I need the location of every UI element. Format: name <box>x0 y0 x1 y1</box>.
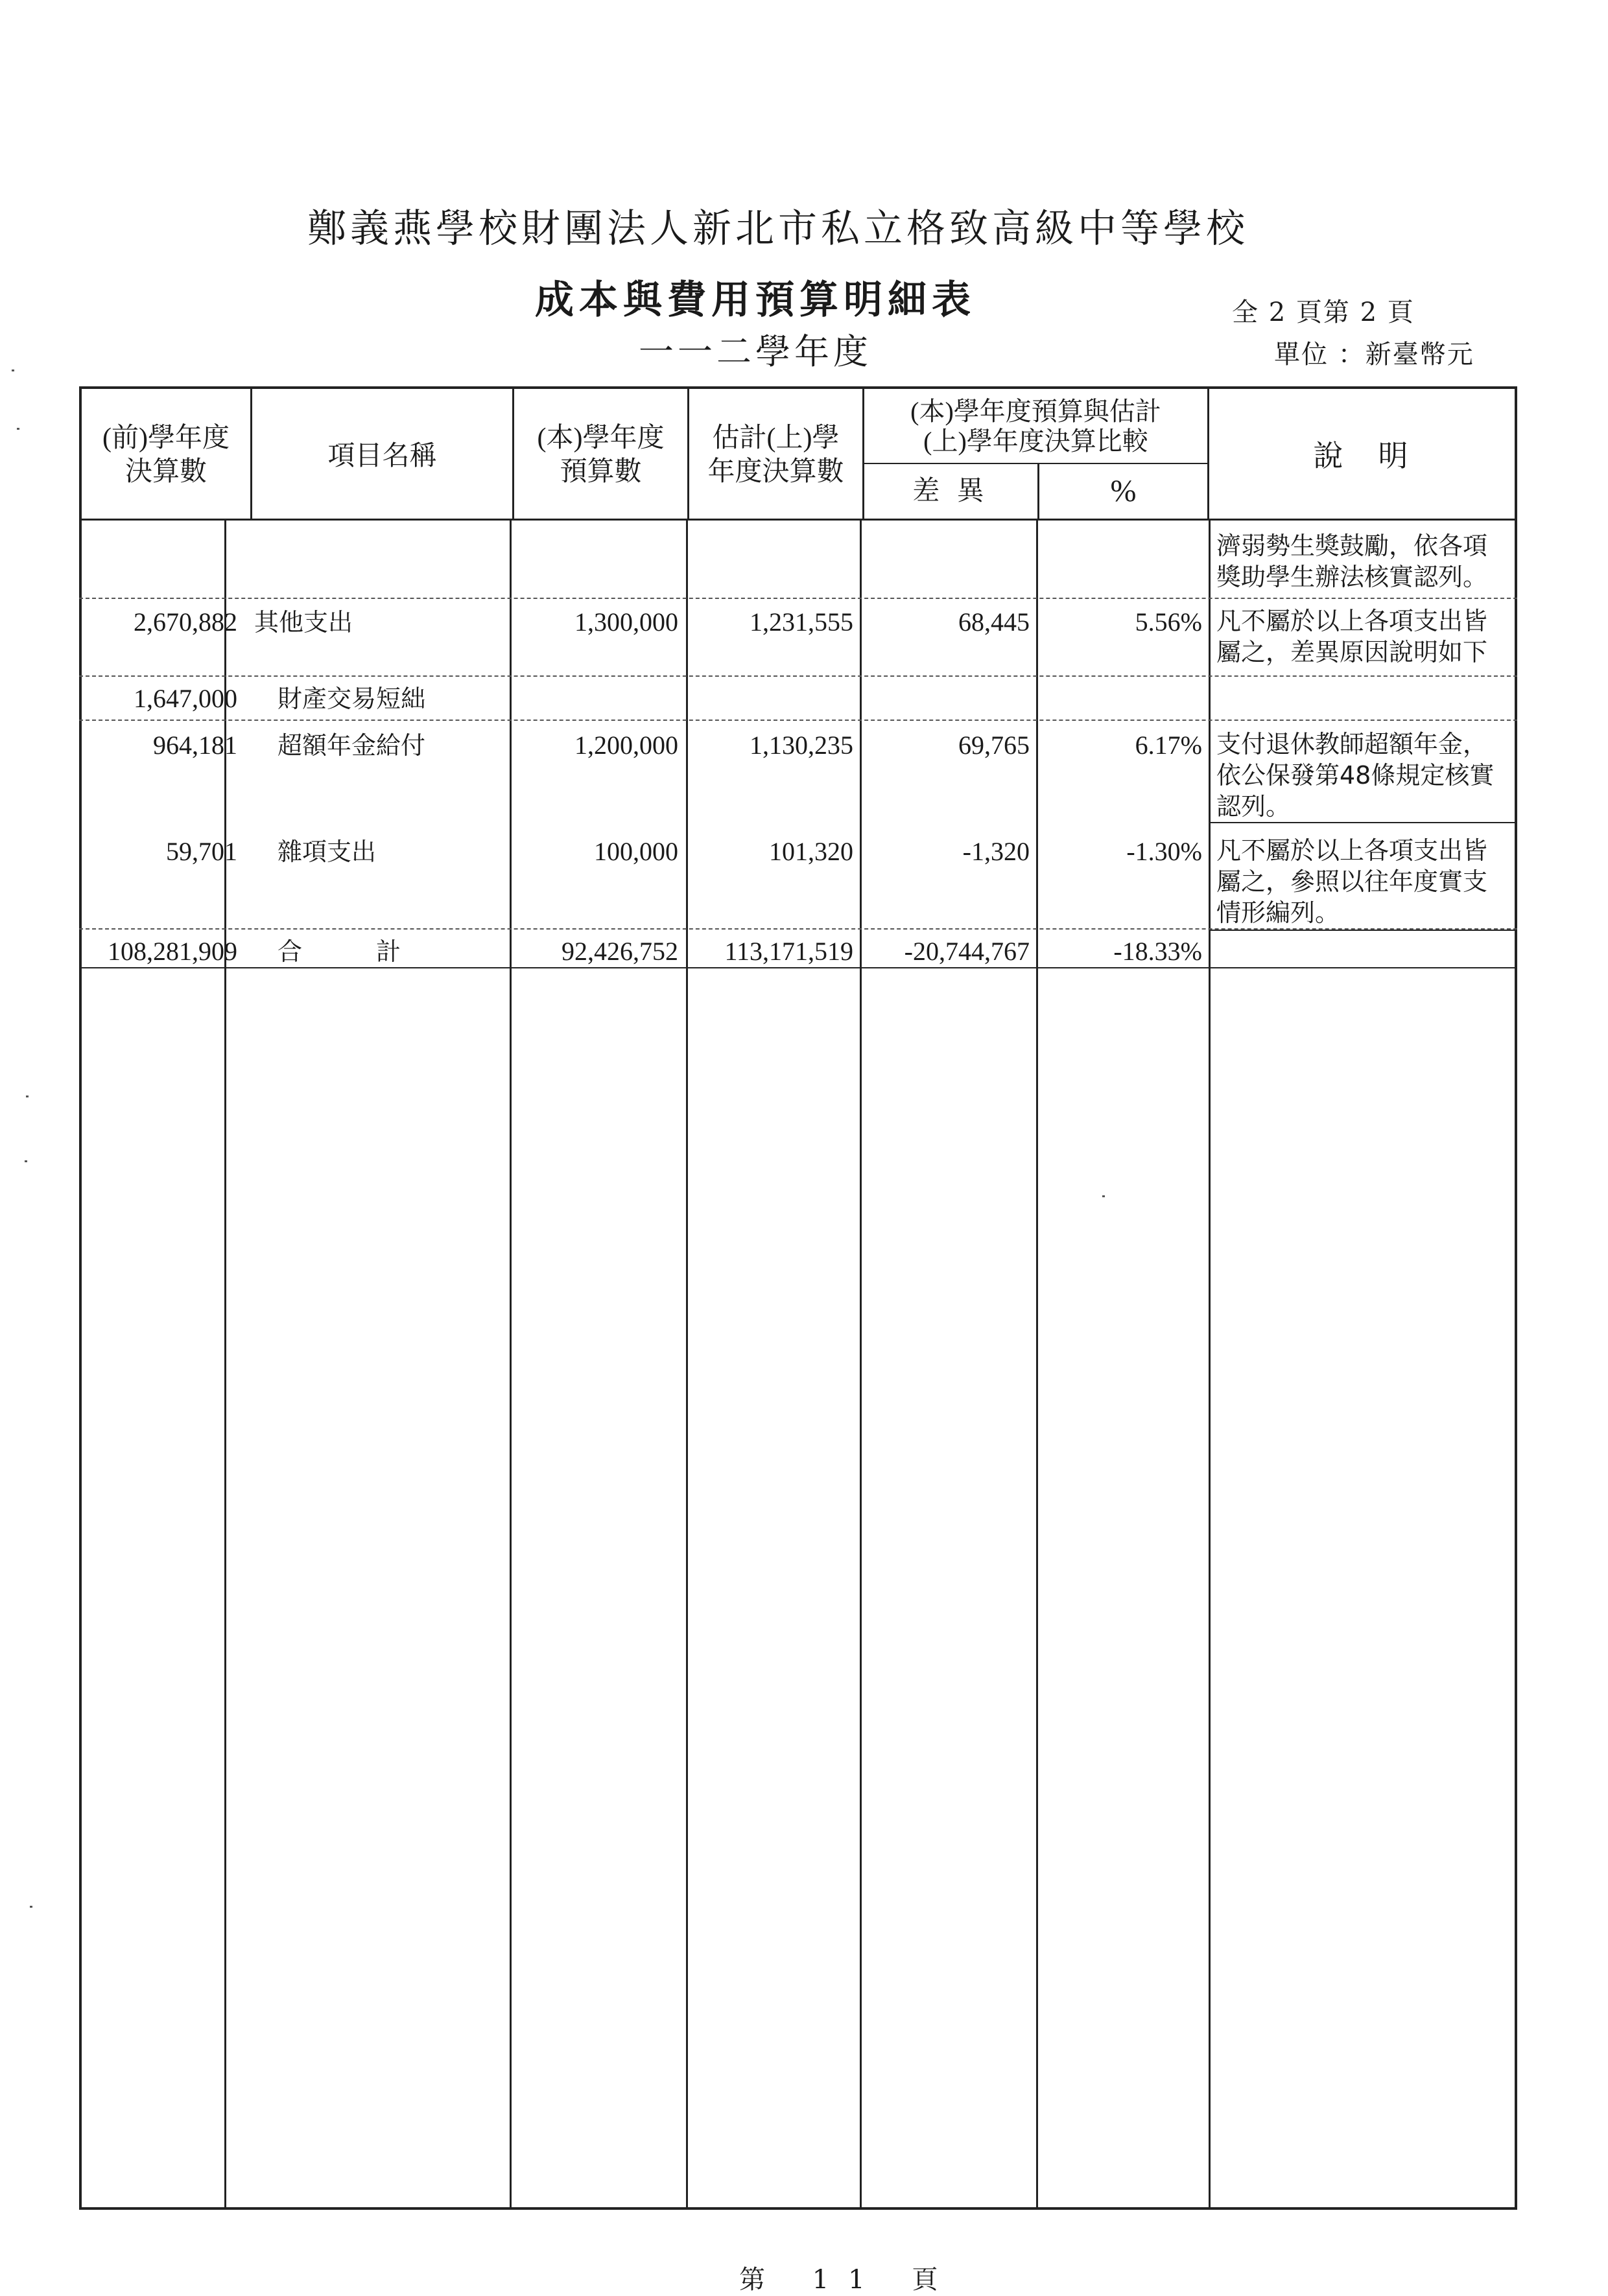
header-estimated-actual: 估計(上)學 年度決算數 <box>707 423 844 487</box>
scan-speck <box>25 1160 27 1162</box>
col-line-2 <box>510 519 512 2208</box>
table-border-bottom <box>79 2207 1517 2210</box>
header-comparison: (本)學年度預算與估計 (上)學年度決算比較 <box>910 397 1161 456</box>
header-current-budget: (本)學年度 預算數 <box>537 423 665 487</box>
row-diff: -1,320 <box>962 837 1030 866</box>
header-divider <box>79 519 1517 521</box>
col-line-6 <box>1209 519 1211 2208</box>
note-bottom-line <box>1209 930 1517 931</box>
header-difference: 差 異 <box>912 476 989 506</box>
row-note: 支付退休教師超額年金， 依公保發第48條規定核實 認列。 <box>1216 730 1495 821</box>
row-diff: 69,765 <box>958 731 1030 760</box>
row-prev: 964,181 <box>153 731 237 760</box>
row-item: 雜項支出 <box>278 838 377 866</box>
scan-speck <box>30 1906 32 1908</box>
total-row-underline <box>79 967 1517 968</box>
row-budget: 1,300,000 <box>574 607 678 637</box>
header-prev-year-actual: (前)學年度 決算數 <box>102 423 230 487</box>
row-estimate: 1,231,555 <box>750 607 853 637</box>
row-item: 超額年金給付 <box>278 731 426 760</box>
total-estimate: 113,171,519 <box>724 937 853 966</box>
scan-speck <box>26 1095 29 1097</box>
row-budget: 1,200,000 <box>574 731 678 760</box>
row-separator <box>1209 822 1517 823</box>
row-note: 凡不屬於以上各項支出皆 屬之，差異原因說明如下 <box>1216 607 1488 666</box>
row-prev: 59,701 <box>166 837 237 866</box>
row-item: 財產交易短絀 <box>278 685 426 713</box>
row-prev: 2,670,882 <box>134 607 237 637</box>
table-border-top <box>79 386 1517 389</box>
total-diff: -20,744,767 <box>904 937 1030 966</box>
table-border-left <box>79 386 82 2210</box>
row-note: 濟弱勢生獎鼓勵，依各項 獎助學生辦法核實認列。 <box>1216 532 1488 591</box>
page-info: 全 2 頁第 2 頁 <box>1232 298 1415 327</box>
header-item-name: 項目名稱 <box>327 441 437 471</box>
row-diff: 68,445 <box>958 607 1030 637</box>
header-notes: 說 明 <box>1313 439 1411 473</box>
col-line-5 <box>1036 519 1038 2208</box>
row-pct: -1.30% <box>1126 837 1202 866</box>
row-pct: 5.56% <box>1135 607 1202 637</box>
row-prev: 1,647,000 <box>134 684 237 713</box>
row-budget: 100,000 <box>594 837 678 866</box>
total-pct: -18.33% <box>1113 937 1202 966</box>
school-name-title: 鄭義燕學校財團法人新北市私立格致高級中等學校 <box>307 206 1249 252</box>
row-pct: 6.17% <box>1135 731 1202 760</box>
total-label: 合 計 <box>278 937 401 966</box>
row-note: 凡不屬於以上各項支出皆 屬之，參照以往年度實支 情形編列。 <box>1216 836 1488 927</box>
scan-speck <box>17 428 19 430</box>
row-estimate: 1,130,235 <box>750 731 853 760</box>
row-separator <box>79 720 1517 721</box>
academic-year: 一一二學年度 <box>639 331 872 372</box>
col-line-3 <box>686 519 688 2208</box>
row-separator <box>79 675 1517 677</box>
col-line-1 <box>224 519 226 2208</box>
row-estimate: 101,320 <box>769 837 853 866</box>
page-number-footer: 第 11 頁 <box>739 2265 958 2295</box>
col-line-4 <box>860 519 862 2208</box>
header-percent: % <box>1110 474 1137 508</box>
compare-subdivider <box>862 463 1207 464</box>
table-border-right <box>1515 386 1517 2210</box>
row-item: 其他支出 <box>254 608 353 637</box>
currency-unit: 單位 ：新臺幣元 <box>1274 340 1474 369</box>
row-separator <box>79 598 1517 599</box>
total-budget: 92,426,752 <box>562 937 678 966</box>
total-prev: 108,281,909 <box>108 937 237 966</box>
report-title: 成本與費用預算明細表 <box>535 277 976 323</box>
scan-speck <box>12 369 14 371</box>
scan-speck <box>1102 1195 1105 1197</box>
